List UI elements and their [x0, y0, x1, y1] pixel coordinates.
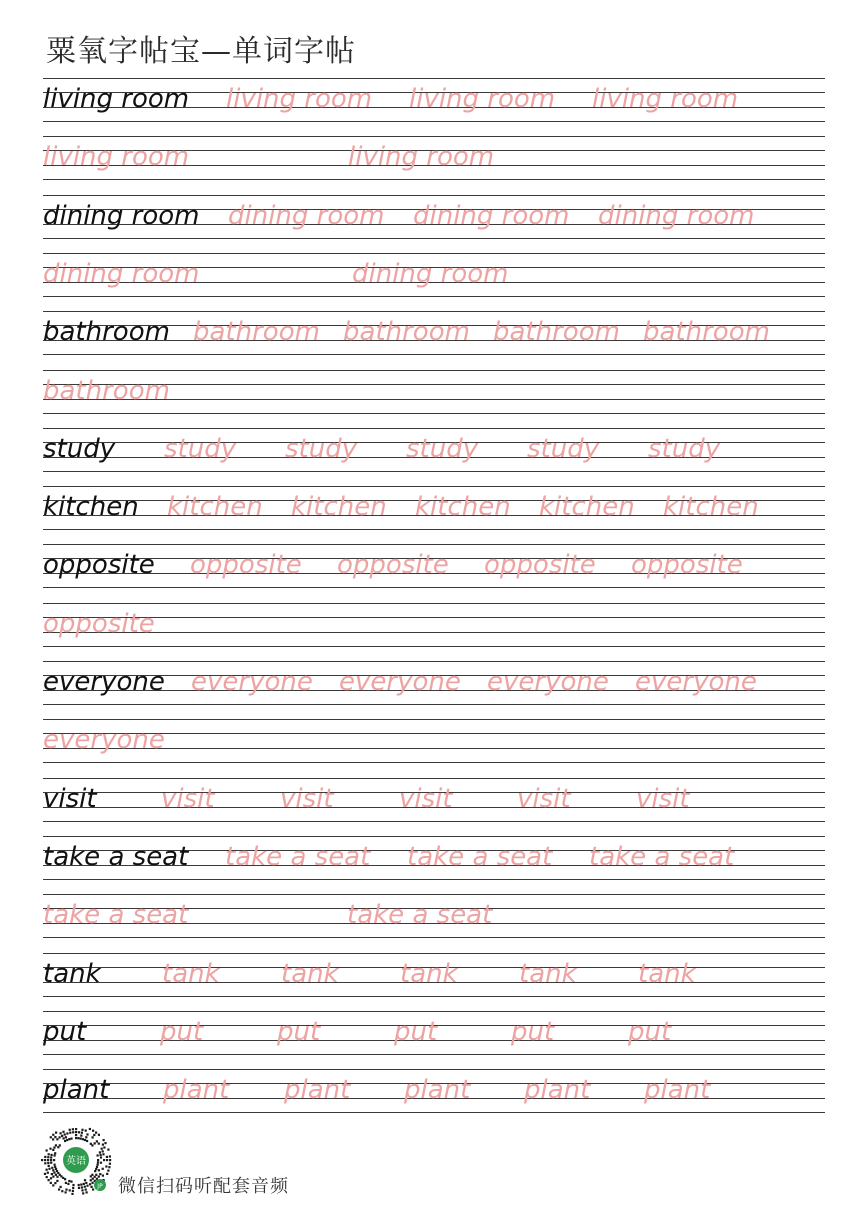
guide-line [43, 1011, 825, 1012]
trace-word: living room [43, 142, 190, 172]
trace-word: kitchen [663, 492, 759, 522]
trace-word: dining room [413, 201, 570, 231]
copy-row [43, 953, 825, 997]
copy-row [43, 719, 825, 763]
trace-word: bathroom [343, 317, 470, 347]
trace-word: plant [284, 1075, 351, 1105]
model-word: put [43, 1017, 87, 1047]
copy-row [43, 1069, 825, 1113]
trace-word: visit [161, 784, 215, 814]
model-word: bathroom [43, 317, 170, 347]
trace-word: living room [348, 142, 495, 172]
trace-word: tank [281, 959, 339, 989]
trace-word: opposite [190, 550, 302, 580]
trace-word: kitchen [415, 492, 511, 522]
guide-line [43, 617, 825, 618]
copy-row [43, 486, 825, 530]
page-title: 粟氧字帖宝—单词字帖 [46, 34, 356, 69]
guide-line [43, 762, 825, 763]
guide-line [43, 646, 825, 647]
copy-row [43, 253, 825, 297]
trace-word: living room [592, 84, 739, 114]
trace-word: bathroom [643, 317, 770, 347]
guide-line [43, 661, 825, 662]
trace-word: plant [644, 1075, 711, 1105]
guide-line [43, 195, 825, 196]
model-word: visit [43, 784, 97, 814]
trace-word: living room [226, 84, 373, 114]
guide-line [43, 778, 825, 779]
guide-line [43, 413, 825, 414]
trace-word: tank [519, 959, 577, 989]
model-word: living room [43, 84, 190, 114]
guide-line [43, 632, 825, 633]
guide-line [43, 428, 825, 429]
guide-line [43, 238, 825, 239]
copy-row [43, 661, 825, 705]
trace-word: dining room [352, 259, 509, 289]
trace-word: everyone [43, 725, 165, 755]
trace-word: plant [404, 1075, 471, 1105]
trace-word: bathroom [493, 317, 620, 347]
copy-row [43, 311, 825, 355]
trace-word: opposite [337, 550, 449, 580]
guide-line [43, 121, 825, 122]
copy-row [43, 778, 825, 822]
trace-word: kitchen [167, 492, 263, 522]
trace-word: plant [163, 1075, 230, 1105]
footer [40, 1126, 460, 1200]
trace-word: bathroom [43, 376, 170, 406]
guide-line [43, 136, 825, 137]
model-word: everyone [43, 667, 165, 697]
trace-word: visit [399, 784, 453, 814]
trace-word: opposite [484, 550, 596, 580]
trace-word: take a seat [43, 900, 189, 930]
trace-word: put [394, 1017, 438, 1047]
trace-word: take a seat [225, 842, 371, 872]
trace-word: dining room [598, 201, 755, 231]
guide-line [43, 544, 825, 545]
guide-line [43, 719, 825, 720]
guide-line [43, 253, 825, 254]
trace-word: put [277, 1017, 321, 1047]
guide-line [43, 996, 825, 997]
guide-line [43, 486, 825, 487]
model-word: kitchen [43, 492, 139, 522]
guide-line [43, 370, 825, 371]
guide-line [43, 179, 825, 180]
badge-sub-label: JP [97, 1183, 103, 1190]
guide-line [43, 704, 825, 705]
trace-word: opposite [631, 550, 743, 580]
guide-line [43, 354, 825, 355]
guide-line [43, 311, 825, 312]
guide-line [43, 894, 825, 895]
trace-word: visit [636, 784, 690, 814]
trace-word: tank [162, 959, 220, 989]
trace-word: everyone [487, 667, 609, 697]
copy-row [43, 544, 825, 588]
model-word: study [43, 434, 116, 464]
trace-word: study [648, 434, 721, 464]
guide-line [43, 603, 825, 604]
guide-line [43, 1054, 825, 1055]
model-word: take a seat [43, 842, 189, 872]
guide-line [43, 529, 825, 530]
copy-row [43, 603, 825, 647]
guide-line [43, 296, 825, 297]
guide-line [43, 471, 825, 472]
trace-word: kitchen [539, 492, 635, 522]
trace-word: study [164, 434, 237, 464]
trace-word: tank [638, 959, 696, 989]
qr-code-icon[interactable] [40, 1126, 114, 1200]
trace-word: study [527, 434, 600, 464]
trace-word: living room [409, 84, 556, 114]
trace-word: opposite [43, 609, 155, 639]
trace-word: put [160, 1017, 204, 1047]
copy-row [43, 136, 825, 180]
model-word: dining room [43, 201, 200, 231]
guide-line [43, 821, 825, 822]
trace-word: take a seat [407, 842, 553, 872]
trace-word: kitchen [291, 492, 387, 522]
copy-row [43, 195, 825, 239]
trace-word: everyone [635, 667, 757, 697]
trace-word: put [628, 1017, 672, 1047]
footer-text: 微信扫码听配套音频 [118, 1176, 289, 1197]
trace-word: plant [524, 1075, 591, 1105]
copy-row [43, 1011, 825, 1055]
trace-word: take a seat [589, 842, 735, 872]
trace-word: dining room [43, 259, 200, 289]
trace-word: everyone [339, 667, 461, 697]
model-word: tank [43, 959, 101, 989]
trace-word: visit [517, 784, 571, 814]
trace-word: tank [400, 959, 458, 989]
guide-line [43, 78, 825, 79]
model-word: opposite [43, 550, 155, 580]
model-word: plant [43, 1075, 110, 1105]
copy-row [43, 78, 825, 122]
copy-row [43, 894, 825, 938]
guide-line [43, 879, 825, 880]
trace-word: dining room [228, 201, 385, 231]
guide-line [43, 1112, 825, 1113]
copy-row [43, 836, 825, 880]
trace-word: take a seat [347, 900, 493, 930]
trace-word: bathroom [193, 317, 320, 347]
guide-line [43, 836, 825, 837]
guide-line [43, 587, 825, 588]
copy-row [43, 428, 825, 472]
badge-label: 英语 [66, 1156, 86, 1167]
trace-word: everyone [191, 667, 313, 697]
trace-word: visit [280, 784, 334, 814]
trace-word: put [511, 1017, 555, 1047]
guide-line [43, 1069, 825, 1070]
copy-row [43, 370, 825, 414]
guide-line [43, 953, 825, 954]
guide-line [43, 937, 825, 938]
trace-word: study [285, 434, 358, 464]
trace-word: study [406, 434, 479, 464]
